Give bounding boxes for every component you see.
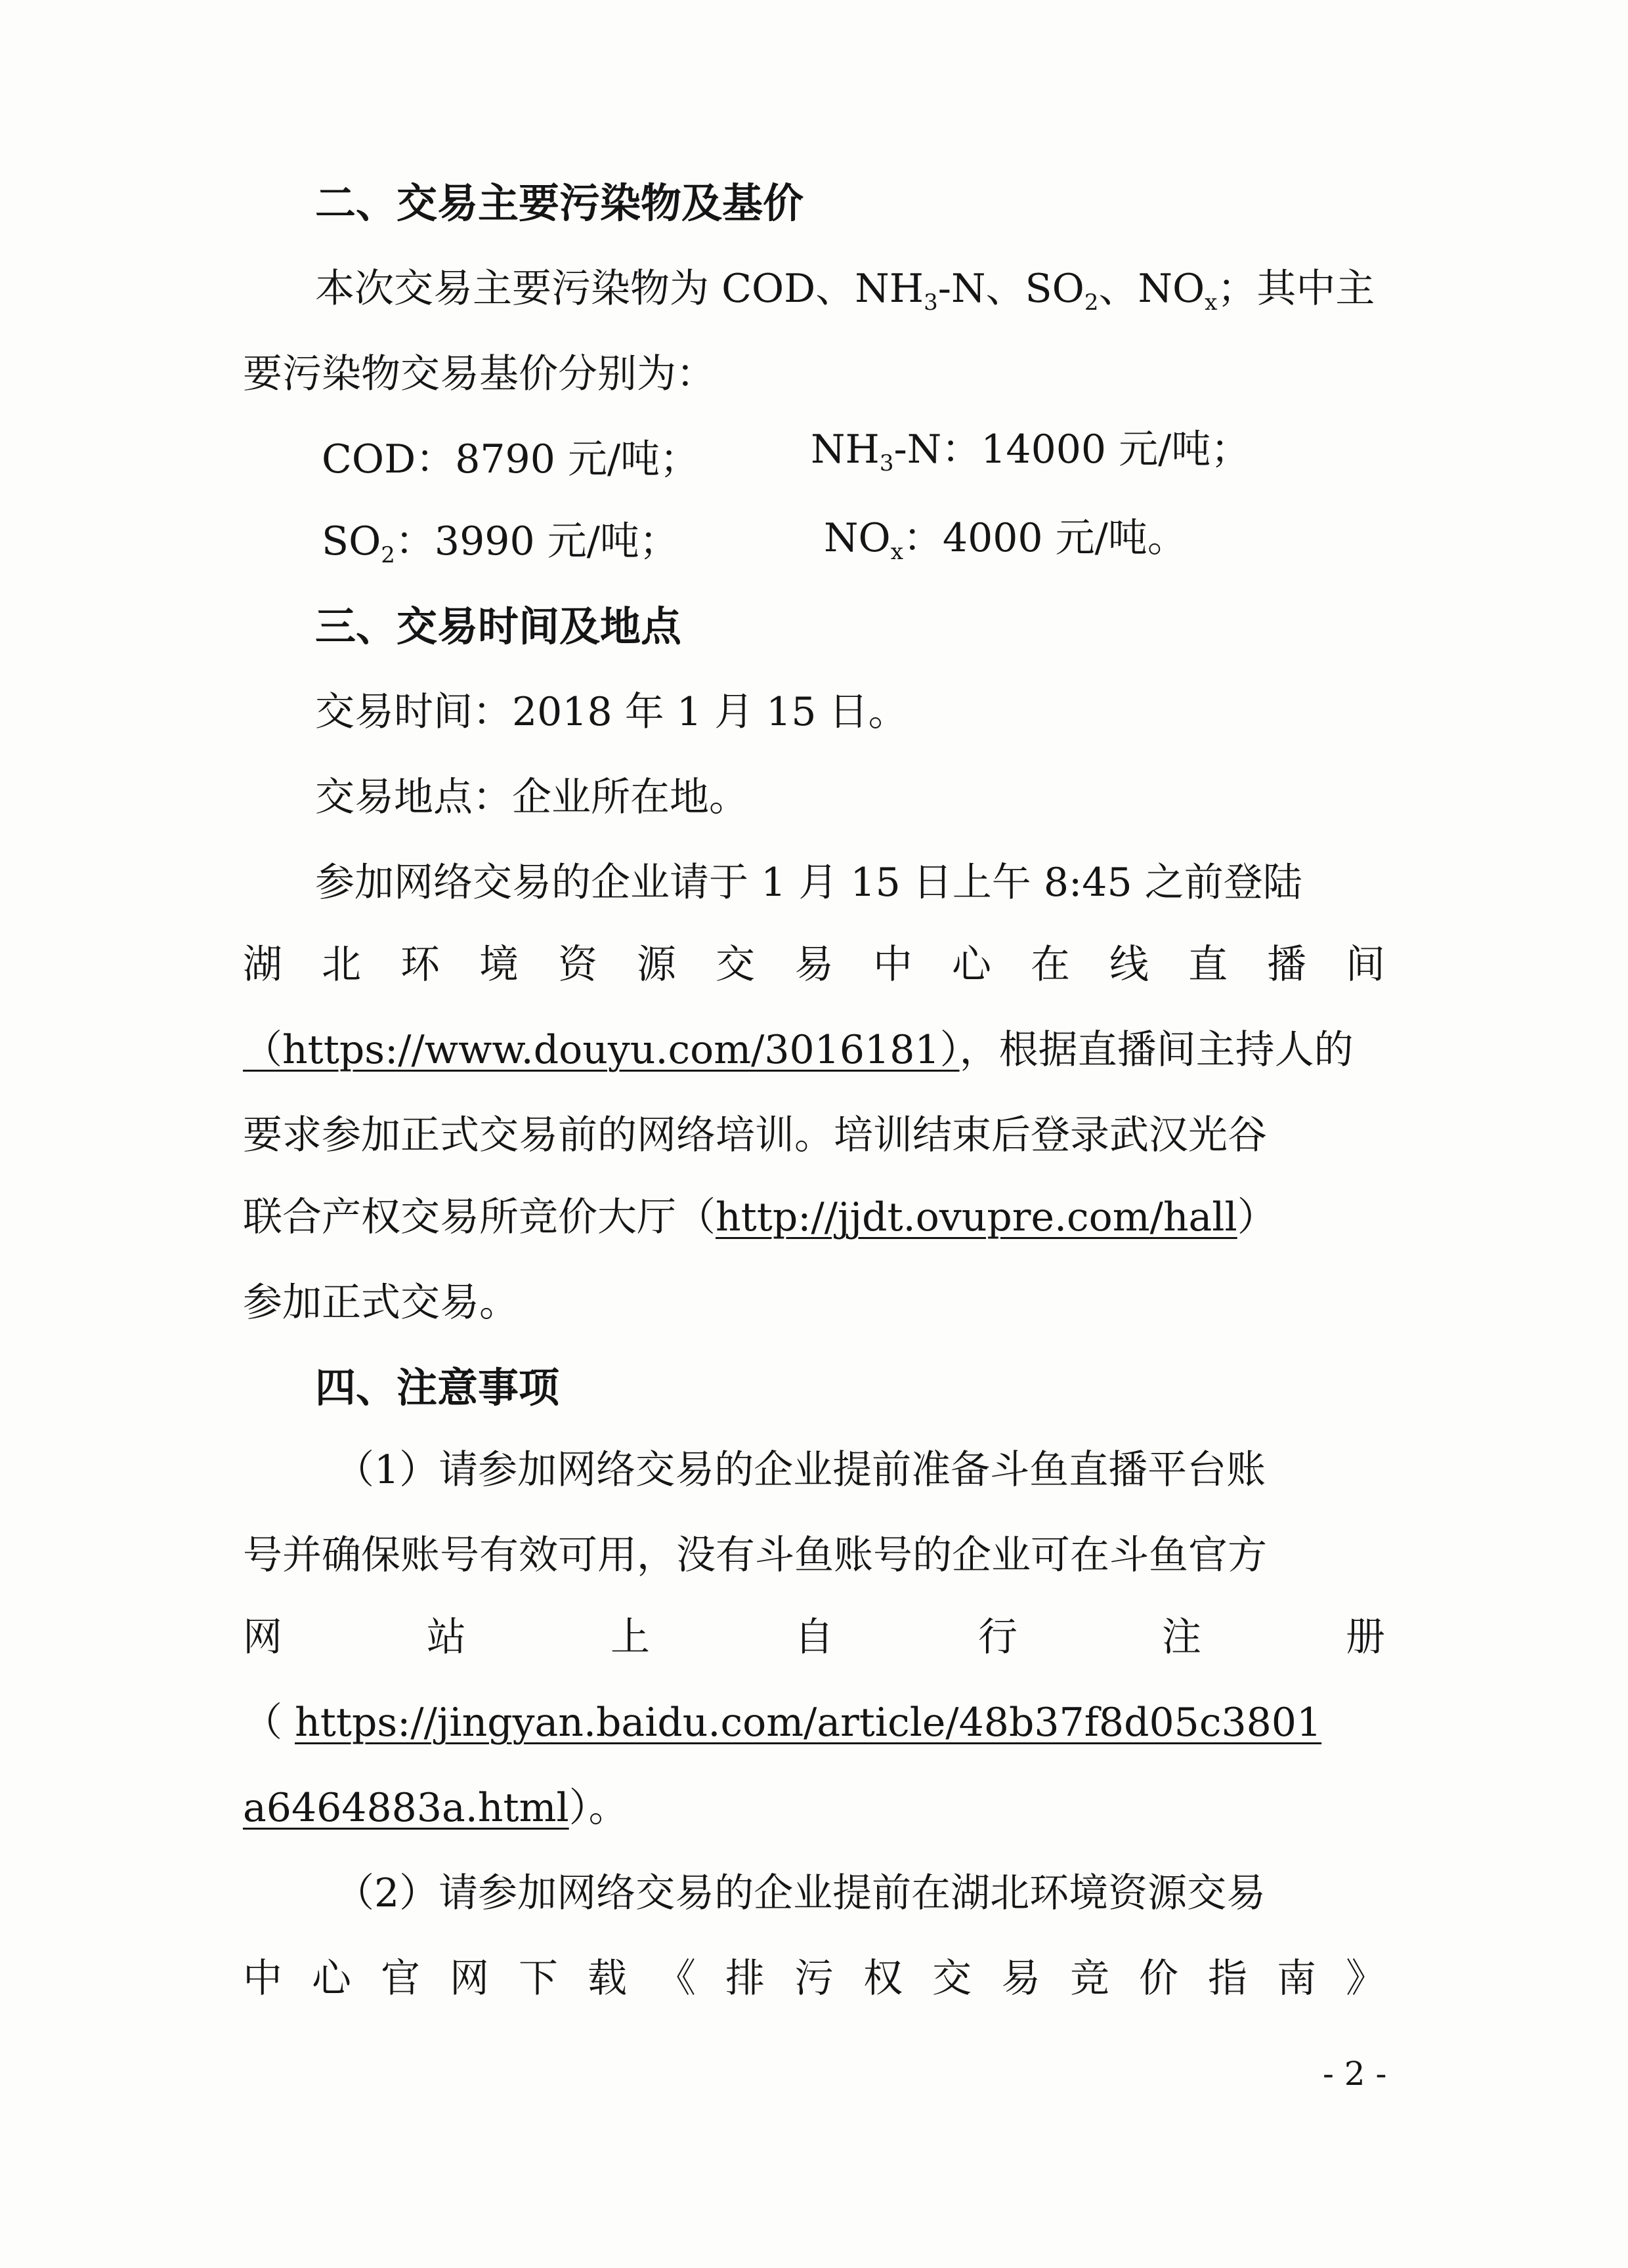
section-3-para-line-1: 参加网络交易的企业请于 1 月 15 日上午 8:45 之前登陆 [315, 860, 1302, 906]
price-so2: $SO_2$：3990 元/吨； [322, 518, 679, 568]
section-2-intro-line-2: 要污染物交易基价分别为： [243, 351, 716, 397]
section-3-para-line-6: 参加正式交易。 [243, 1280, 519, 1326]
trade-time: 交易时间：2018 年 1 月 15 日。 [315, 689, 908, 735]
section-2-heading: 二、交易主要污染物及基价 [315, 179, 804, 227]
price-nh3n: $NH_3-N$：14000 元/吨； [811, 427, 1251, 476]
register-guide-link[interactable]: https://jingyan.baidu.com/article/48b37f8d05c3801 [295, 1700, 1322, 1746]
section-3-para-line-4: 要求参加正式交易前的网络培训。培训结束后登录武汉光谷 [243, 1112, 1267, 1158]
item-1-line-5: a6464883a.html）。 [243, 1785, 628, 1831]
item-2-line-1: （2）请参加网络交易的企业提前在湖北环境资源交易 [335, 1870, 1266, 1916]
item-1-line-3: 网 站 上 自 行 注 册 [243, 1614, 1385, 1660]
section-3-para-line-5: 联合产权交易所竞价大厅（http://jjdt.ovupre.com/hall） [243, 1194, 1277, 1240]
item-1-line-4: （ https://jingyan.baidu.com/article/48b37f8d05c3801 [243, 1700, 1322, 1746]
section-3-para-line-2: 湖 北 环 境 资 源 交 易 中 心 在 线 直 播 间 [243, 942, 1385, 988]
item-2-line-2: 中 心 官 网 下 载 《 排 污 权 交 易 竞 价 指 南 》 [243, 1956, 1385, 2002]
section-3-heading: 三、交易时间及地点 [315, 602, 682, 650]
bidding-hall-link[interactable]: http://jjdt.ovupre.com/hall [716, 1194, 1237, 1240]
section-4-heading: 四、注意事项 [315, 1364, 560, 1412]
price-cod: COD：8790 元/吨； [322, 436, 700, 482]
section-2-intro-line-1: 本次交易主要污染物为 COD、$NH_3-N$、$SO_2$、$NO_x$；其中主 [315, 266, 1375, 315]
item-1-line-1: （1）请参加网络交易的企业提前准备斗鱼直播平台账 [335, 1447, 1266, 1493]
douyu-live-link[interactable]: （https://www.douyu.com/3016181） [243, 1027, 960, 1073]
section-3-para-line-3: （https://www.douyu.com/3016181），根据直播间主持人的 [243, 1027, 1354, 1073]
page-number: - 2 - [1323, 2055, 1387, 2093]
item-1-line-2: 号并确保账号有效可用，没有斗鱼账号的企业可在斗鱼官方 [243, 1532, 1267, 1578]
register-guide-link-cont[interactable]: a6464883a.html [243, 1785, 569, 1831]
trade-place: 交易地点：企业所在地。 [315, 774, 748, 820]
price-nox: $NO_x$：4000 元/吨。 [824, 515, 1187, 565]
